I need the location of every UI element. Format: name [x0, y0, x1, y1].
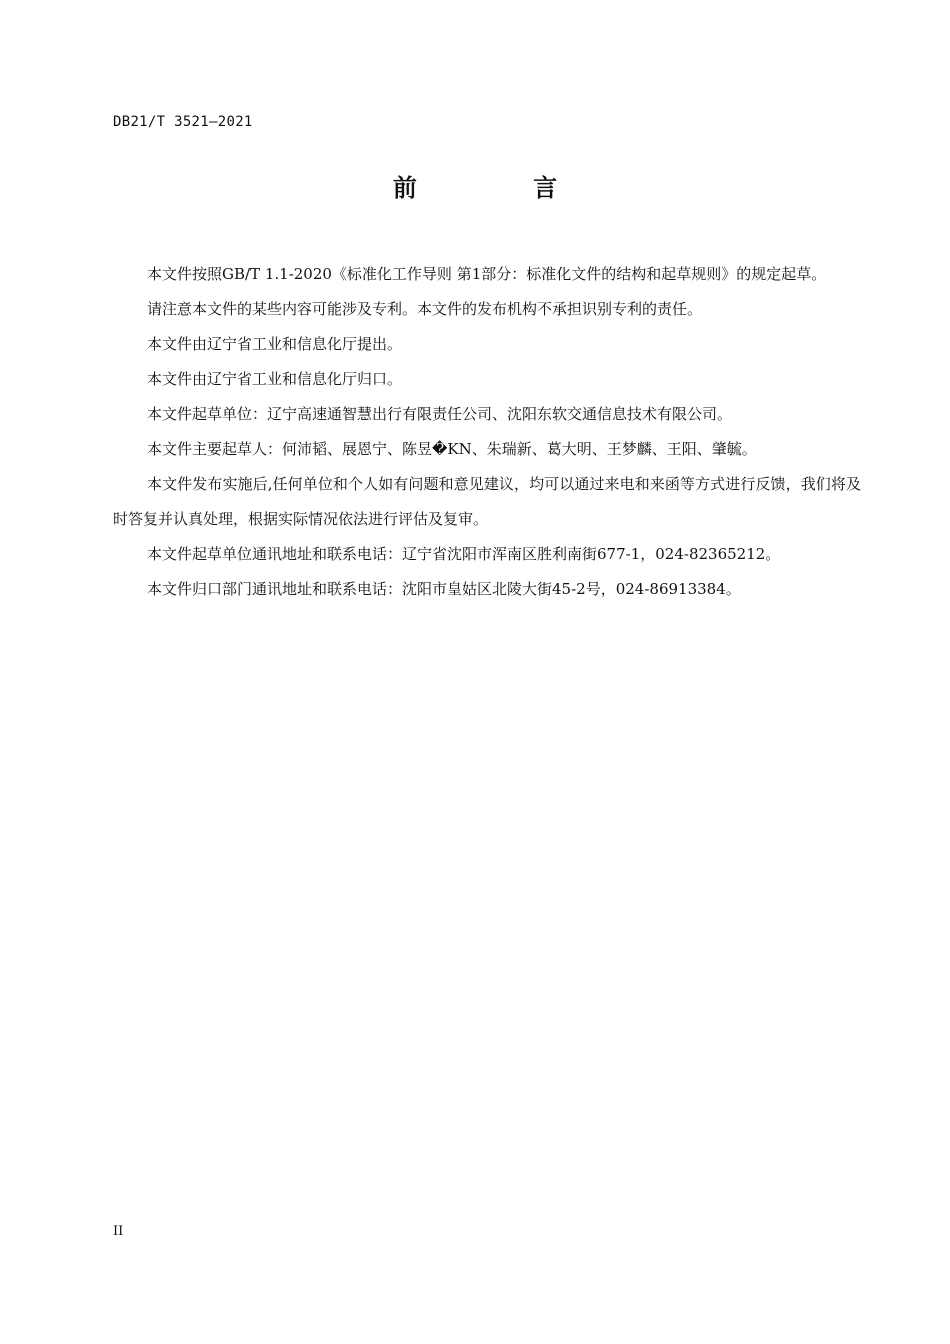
paragraph-patent-notice: 请注意本文件的某些内容可能涉及专利。本文件的发布机构不承担识别专利的责任。 [147, 300, 703, 318]
page-title: 前 言 [392, 174, 612, 202]
preface-body [113, 257, 861, 607]
paragraph-standard-basis: 本文件按照GB/T 1.1-2020《标准化工作导则 第1部分：标准化文件的结构和起草规则》的规定起草。 [147, 265, 827, 283]
paragraph-feedback: 本文件发布实施后,任何单位和个人如有问题和意见建议，均可以通过来电和来函等方式进行反馈，我们将及时答复并认真处理，根据实际情况依法进行评估及复审。 [113, 475, 861, 528]
paragraph-proposer: 本文件由辽宁省工业和信息化厅提出。 [147, 335, 403, 353]
paragraph-drafter-contact: 本文件起草单位通讯地址和联系电话：辽宁省沈阳市浑南区胜利南街677-1，024-82365212。 [147, 545, 781, 563]
page-number: II [113, 1224, 124, 1239]
document-code: DB21/T 3521—2021 [113, 114, 253, 130]
paragraph-administrator-contact: 本文件归口部门通讯地址和联系电话：沈阳市皇姑区北陵大街45-2号，024-86913384。 [147, 580, 741, 598]
paragraph-drafting-units: 本文件起草单位：辽宁高速通智慧出行有限责任公司、沈阳东软交通信息技术有限公司。 [147, 405, 733, 423]
paragraph-drafters: 本文件主要起草人：何沛韬、展恩宁、陈昱�KN、朱瑞新、葛大明、王梦麟、王阳、肇毓。 [147, 440, 757, 458]
paragraph-administrator: 本文件由辽宁省工业和信息化厅归口。 [147, 370, 403, 388]
